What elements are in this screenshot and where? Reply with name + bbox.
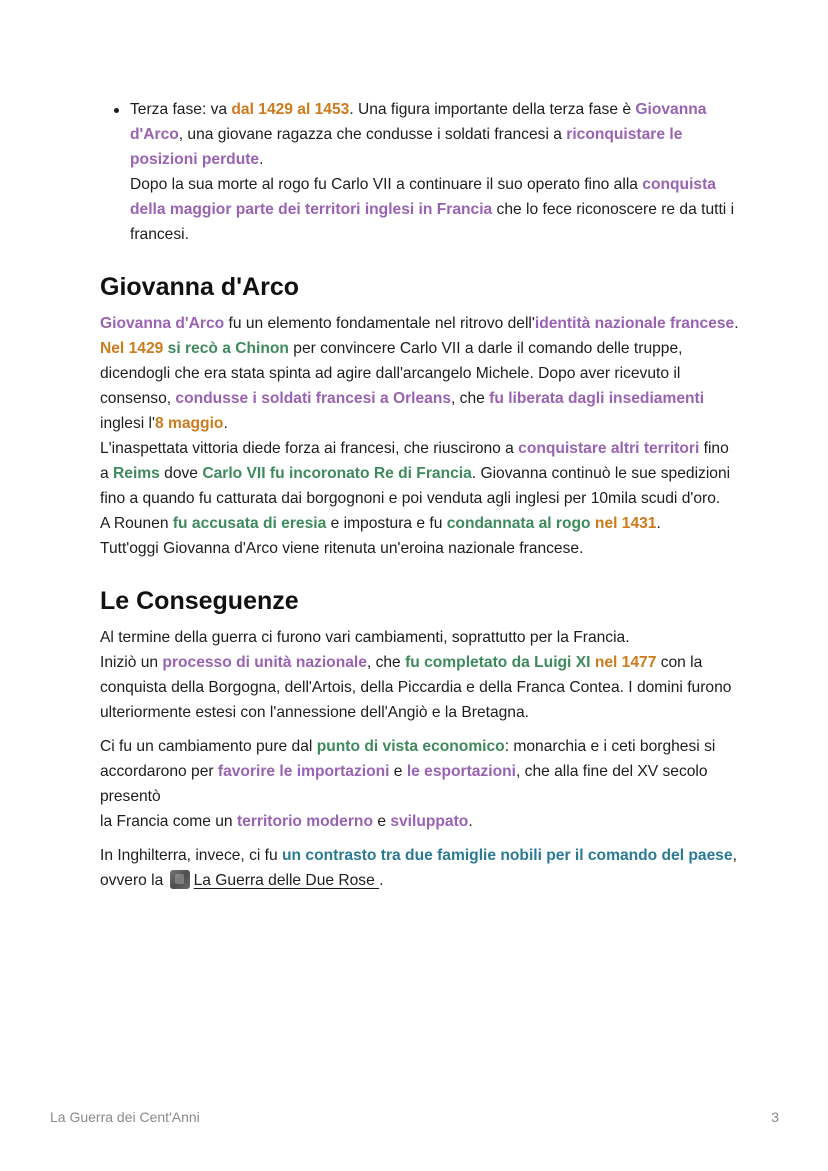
highlight: condusse i soldati francesi a Orleans bbox=[175, 390, 452, 407]
text: , bbox=[732, 847, 737, 864]
highlight: un contrasto tra due famiglie nobili per il comando del paese bbox=[282, 847, 733, 864]
highlight-year: Nel 1429 bbox=[100, 340, 164, 357]
highlight: conquistare altri territori bbox=[518, 440, 700, 457]
highlight: territorio moderno bbox=[236, 813, 373, 830]
highlight: processo di unità nazionale bbox=[162, 654, 367, 671]
text: e bbox=[372, 813, 391, 830]
text: a bbox=[100, 465, 114, 482]
text: . bbox=[223, 415, 228, 432]
paragraph-consequences-3 bbox=[100, 843, 740, 893]
paragraph-consequences-2 bbox=[100, 734, 740, 834]
highlight: condannata al rogo bbox=[446, 515, 591, 532]
text: ovvero la bbox=[100, 872, 168, 889]
text: Tutt'oggi Giovanna d'Arco viene ritenuta un'eroina nazionale francese. bbox=[100, 540, 584, 557]
text: . bbox=[379, 872, 384, 889]
text: la Francia come un bbox=[100, 813, 237, 830]
footer-title: La Guerra dei Cent'Anni bbox=[50, 1109, 200, 1125]
text: , che bbox=[451, 390, 490, 407]
highlight: fu accusata di eresia bbox=[172, 515, 327, 532]
page-thumbnail-icon[interactable] bbox=[170, 870, 190, 889]
text: , che bbox=[366, 654, 406, 671]
highlight-dates: dal 1429 al 1453 bbox=[231, 101, 350, 118]
text: : monarchia e i ceti borghesi si accordarono per bbox=[100, 738, 716, 780]
highlight: Carlo VII fu incoronato Re di Francia bbox=[202, 465, 472, 482]
highlight-reconquer: riconquistare le posizioni perdute bbox=[130, 126, 683, 168]
highlight-conquest: conquista della maggior parte dei territori inglesi in Francia bbox=[130, 176, 716, 218]
text: Iniziò un bbox=[100, 654, 163, 671]
highlight: si recò a Chinon bbox=[167, 340, 289, 357]
highlight: Giovanna d'Arco bbox=[100, 315, 225, 332]
text: fino bbox=[699, 440, 729, 457]
text: Ci fu un cambiamento pure dal bbox=[100, 738, 317, 755]
text: . bbox=[468, 813, 473, 830]
text: Al termine della guerra ci furono vari cambiamenti, soprattutto per la Francia. bbox=[100, 629, 630, 646]
highlight: fu completato da Luigi XI bbox=[405, 654, 591, 671]
text: e impostura e fu bbox=[326, 515, 447, 532]
text: . bbox=[734, 315, 739, 332]
heading-conseguenze: Le Conseguenze bbox=[100, 587, 299, 615]
text: . Giovanna continuò le sue spedizioni fino a quando fu catturata dai borgognoni e poi venduta agli inglesi per 10mila scudi d'oro. bbox=[100, 465, 731, 507]
highlight: favorire le importazioni bbox=[217, 763, 390, 780]
heading-giovanna: Giovanna d'Arco bbox=[100, 273, 300, 301]
text: . bbox=[259, 151, 264, 168]
text: L'inaspettata vittoria diede forza ai francesi, che riuscirono a bbox=[100, 440, 519, 457]
highlight: sviluppato bbox=[390, 813, 469, 830]
highlight: Reims bbox=[113, 465, 160, 482]
page-number: 3 bbox=[771, 1109, 779, 1125]
text: con la conquista della Borgogna, dell'Artois, della Piccardia e della Franca Contea. I domini furono ulteriormente estesi con l'annessione dell'Angiò e la Bretagna. bbox=[100, 654, 732, 721]
highlight: fu liberata dagli insediamenti bbox=[489, 390, 705, 407]
text: . Una figura importante della terza fase è bbox=[349, 101, 636, 118]
phase-list bbox=[100, 97, 740, 247]
text: Dopo la sua morte al rogo fu Carlo VII a continuare il suo operato fino alla bbox=[130, 176, 643, 193]
list-item-third-phase bbox=[100, 97, 740, 247]
text: dove bbox=[159, 465, 203, 482]
highlight: punto di vista economico bbox=[316, 738, 505, 755]
text: In Inghilterra, invece, ci fu bbox=[100, 847, 283, 864]
paragraph-consequences-1 bbox=[100, 625, 740, 725]
highlight: identità nazionale francese bbox=[534, 315, 735, 332]
text: che lo fece riconoscere re da tutti i francesi. bbox=[130, 201, 735, 243]
highlight-year: nel 1431 bbox=[594, 515, 657, 532]
highlight: le esportazioni bbox=[406, 763, 516, 780]
spacer bbox=[100, 725, 740, 734]
page-link-guerra-due-rose[interactable]: La Guerra delle Due Rose bbox=[193, 872, 380, 889]
paragraph-joan bbox=[100, 311, 740, 561]
text: per convincere Carlo VII a darle il comando delle truppe, dicendogli che era stata spinta ad agire dall'arcangelo Michele. Dopo aver ricevuto il consenso, bbox=[100, 340, 683, 407]
text: , che alla fine del XV secolo presentò bbox=[100, 763, 708, 805]
text: fu un elemento fondamentale nel ritrovo dell' bbox=[224, 315, 535, 332]
spacer bbox=[100, 834, 740, 843]
highlight-joan: Giovanna d'Arco bbox=[130, 101, 707, 143]
text: Terza fase: va bbox=[130, 101, 232, 118]
highlight-year: nel 1477 bbox=[594, 654, 657, 671]
text: inglesi l' bbox=[100, 415, 155, 432]
text: , una giovane ragazza che condusse i soldati francesi a bbox=[178, 126, 567, 143]
document-page bbox=[100, 97, 740, 893]
text: e bbox=[389, 763, 407, 780]
text: . bbox=[656, 515, 661, 532]
highlight-date: 8 maggio bbox=[154, 415, 224, 432]
text: A Rounen bbox=[100, 515, 173, 532]
